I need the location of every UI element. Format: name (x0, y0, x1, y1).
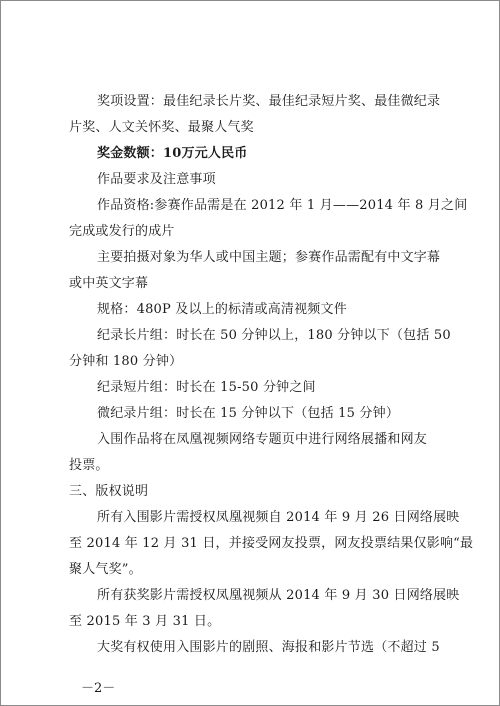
micro-group-line: 微纪录片组：时长在 15 分钟以下（包括 15 分钟） (97, 406, 400, 421)
feature-group-line-2: 分钟和 180 分钟） (69, 354, 183, 369)
short-group-line: 纪录短片组：时长在 15-50 分钟之间 (97, 380, 316, 395)
copyright-para1-line-2: 至 2014 年 12 月 31 日，并接受网友投票，网友投票结果仅影响“最 (69, 536, 474, 551)
screening-line-1: 入围作品将在凤凰视频网络专题页中进行网络展播和网友 (97, 432, 428, 447)
eligibility-line-1: 作品资格:参赛作品需是在 2012 年 1 月——2014 年 8 月之间 (97, 198, 468, 213)
copyright-para3-line-1: 大奖有权使用入围影片的剧照、海报和影片节选（不超过 5 (97, 640, 440, 655)
copyright-para2-line-2: 至 2015 年 3 月 31 日。 (69, 614, 221, 629)
eligibility-line-2: 完成或发行的成片 (69, 224, 175, 239)
screening-line-2: 投票。 (69, 458, 109, 473)
award-categories-line-2: 片奖、人文关怀奖、最聚人气奖 (69, 120, 254, 135)
page-number: －2－ (81, 681, 116, 696)
requirements-heading: 作品要求及注意事项 (97, 172, 216, 187)
prize-amount-line: 奖金数额：10万元人民币 (97, 146, 248, 161)
spec-line: 规格：480P 及以上的标清或高清视频文件 (97, 302, 347, 317)
subject-line-1: 主要拍摄对象为华人或中国主题；参赛作品需配有中文字幕 (97, 250, 441, 265)
copyright-para1-line-3: 聚人气奖”。 (69, 562, 142, 577)
copyright-para2-line-1: 所有获奖影片需授权凤凰视频从 2014 年 9 月 30 日网络展映 (97, 588, 460, 603)
feature-group-line-1: 纪录长片组：时长在 50 分钟以上，180 分钟以下（包括 50 (97, 328, 451, 343)
subject-line-2: 或中英文字幕 (69, 276, 149, 291)
award-categories-line-1: 奖项设置：最佳纪录长片奖、最佳纪录短片奖、最佳微纪录 (97, 94, 441, 109)
copyright-para1-line-1: 所有入围影片需授权凤凰视频自 2014 年 9 月 26 日网络展映 (97, 510, 460, 525)
copyright-heading: 三、版权说明 (69, 484, 149, 499)
